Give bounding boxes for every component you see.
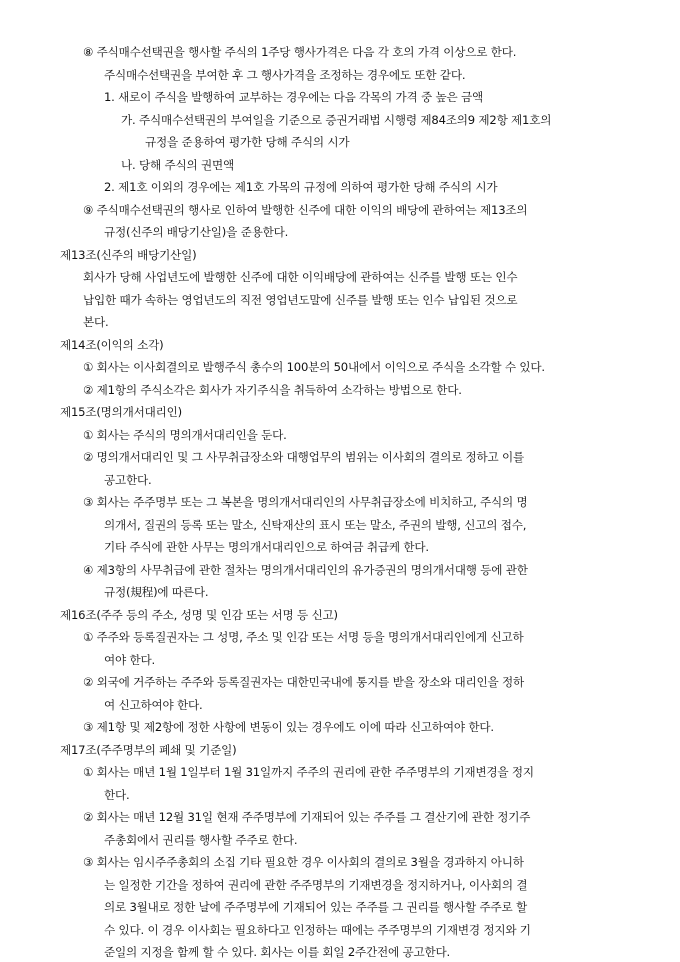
text-line: 규정(신주의 배당기산일)을 준용한다.	[104, 225, 289, 239]
text-line: 수 있다. 이 경우 이사회는 필요하다고 인정하는 때에는 주주명부의 기재변경 정지와 기	[104, 922, 531, 937]
text-line: 규정(規程)에 따른다.	[104, 585, 209, 599]
text-line: 1. 새로이 주식을 발행하여 교부하는 경우에는 다음 각목의 가격 중 높은 금액	[104, 90, 483, 104]
text-line: ③ 제1항 및 제2항에 정한 사항에 변동이 있는 경우에도 이에 따라 신고하여야 한다.	[83, 720, 494, 734]
text-line: ① 회사는 주식의 명의개서대리인을 둔다.	[83, 427, 287, 442]
text-line: 주식매수선택권을 부여한 후 그 행사가격을 조정하는 경우에도 또한 같다.	[104, 67, 466, 82]
text-line: ③ 회사는 임시주주총회의 소집 기타 필요한 경우 이사회의 결의로 3월을 경과하지 아니하	[83, 855, 524, 869]
text-line: 제17조(주주명부의 폐쇄 및 기준일)	[60, 742, 237, 757]
text-line: 회사가 당해 사업년도에 발행한 신주에 대한 이익배당에 관하여는 신주를 발행 또는 인수	[83, 270, 518, 284]
text-line: 2. 제1호 이외의 경우에는 제1호 가목의 규정에 의하여 평가한 당해 주식의 시가	[104, 180, 498, 194]
text-line: 한다.	[104, 787, 130, 802]
text-line: 제13조(신주의 배당기산일)	[60, 247, 197, 262]
text-line: ③ 회사는 주주명부 또는 그 복본을 명의개서대리인의 사무취급장소에 비치하고, 주식의 명	[83, 495, 528, 509]
text-line: 의로 3월내로 정한 날에 주주명부에 기재되어 있는 주주를 그 권리를 행사할 주주로 할	[104, 900, 527, 914]
text-line: ② 회사는 매년 12월 31일 현재 주주명부에 기재되어 있는 주주를 그 결산기에 관한 정기주	[83, 810, 531, 824]
text-line: 주총회에서 권리를 행사할 주주로 한다.	[104, 832, 298, 847]
text-line: 공고한다.	[104, 472, 152, 487]
text-line: ① 회사는 매년 1월 1일부터 1월 31일까지 주주의 권리에 관한 주주명부의 기재변경을 정지	[83, 765, 534, 779]
text-line: 나. 당해 주식의 권면액	[121, 157, 234, 172]
text-line: ① 회사는 이사회결의로 발행주식 총수의 100분의 50내에서 이익으로 주식을 소각할 수 있다.	[83, 360, 545, 374]
text-line: 여 신고하여야 한다.	[104, 697, 203, 712]
text-line: ② 외국에 거주하는 주주와 등록질권자는 대한민국내에 통지를 받을 장소와 대리인을 정하	[83, 675, 525, 689]
text-line: 제15조(명의개서대리인)	[60, 405, 182, 419]
text-line: 기타 주식에 관한 사무는 명의개서대리인으로 하여금 취급케 한다.	[104, 540, 429, 554]
text-line: 는 일정한 기간을 정하여 권리에 관한 주주명부의 기재변경을 정지하거나, 이사회의 결	[104, 877, 528, 892]
text-line: ⑨ 주식매수선택권의 행사로 인하여 발행한 신주에 대한 이익의 배당에 관하여는 제13조의	[83, 202, 528, 217]
text-line: 준일의 지정을 함께 할 수 있다. 회사는 이를 회일 2주간전에 공고한다.	[104, 945, 450, 959]
text-line: 본다.	[83, 315, 109, 329]
text-line: 납입한 때가 속하는 영업년도의 직전 영업년도말에 신주를 발행 또는 인수 납입된 것으로	[83, 292, 518, 307]
text-line: ② 명의개서대리인 및 그 사무취급장소와 대행업무의 범위는 이사회의 결의로 정하고 이를	[83, 450, 525, 464]
text-line: 가. 주식매수선택권의 부여일을 기준으로 증권거래법 시행령 제84조의9 제2항 제1호의	[121, 112, 552, 127]
text-line: 제16조(주주 등의 주소, 성명 및 인감 또는 서명 등 신고)	[60, 607, 338, 622]
text-line: 의개서, 질권의 등록 또는 말소, 신탁재산의 표시 또는 말소, 주권의 발행, 신고의 접수,	[104, 517, 527, 532]
text-line: ② 제1항의 주식소각은 회사가 자기주식을 취득하여 소각하는 방법으로 한다.	[83, 382, 462, 397]
text-line: ① 주주와 등록질권자는 그 성명, 주소 및 인감 또는 서명 등을 명의개서대리인에게 신고하	[83, 630, 524, 644]
text-line: ⑧ 주식매수선택권을 행사할 주식의 1주당 행사가격은 다음 각 호의 가격 이상으로 한다.	[83, 45, 517, 59]
text-line: 규정을 준용하여 평가한 당해 주식의 시가	[145, 135, 350, 149]
text-line: 여야 한다.	[104, 652, 155, 667]
text-line: 제14조(이익의 소각)	[60, 337, 164, 352]
text-line: ④ 제3항의 사무취급에 관한 절차는 명의개서대리인의 유가증권의 명의개서대행 등에 관한	[83, 562, 528, 577]
